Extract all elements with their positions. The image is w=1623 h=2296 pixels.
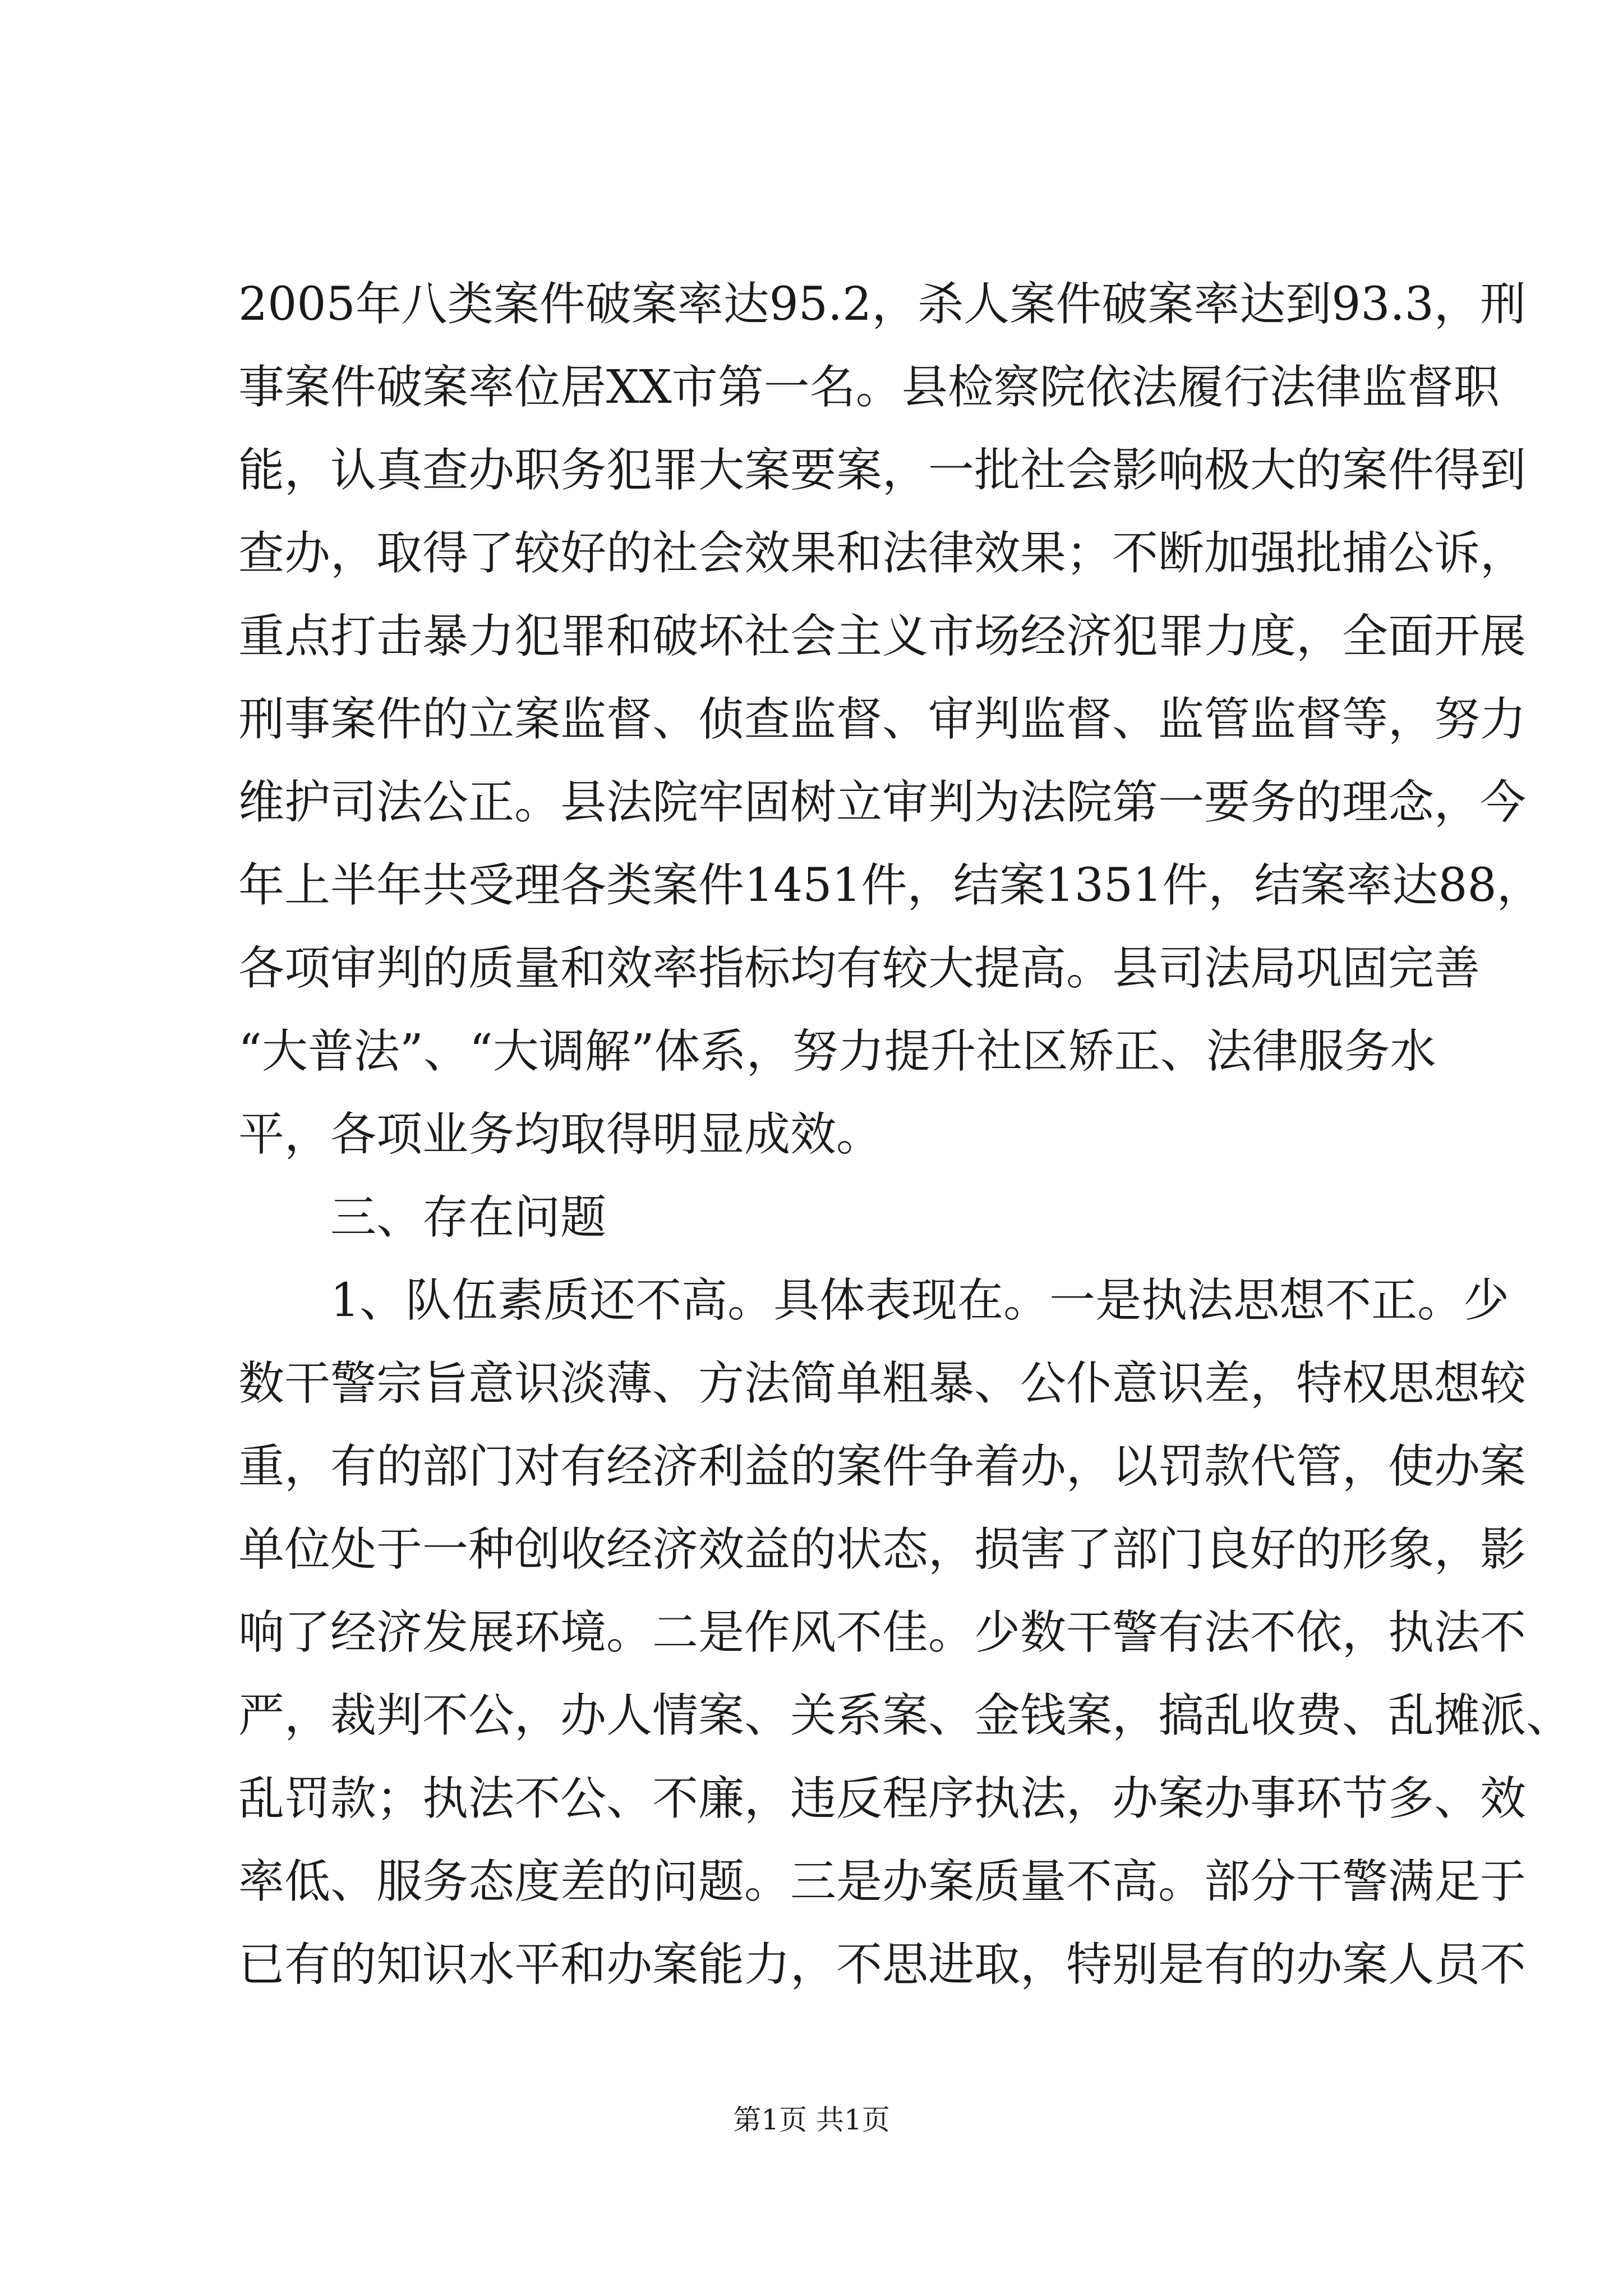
text-line: 已有的知识水平和办案能力，不思进取，特别是有的办案人员不 bbox=[238, 1938, 1527, 1991]
text-line: 能，认真查办职务犯罪大案要案，一批社会影响极大的案件得到 bbox=[238, 444, 1527, 497]
text-line: 响了经济发展环境。二是作风不佳。少数干警有法不依，执法不 bbox=[238, 1606, 1527, 1659]
text-line: 年上半年共受理各类案件1451件，结案1351件，结案率达88， bbox=[238, 859, 1543, 912]
text-line: 单位处于一种创收经济效益的状态，损害了部门良好的形象，影 bbox=[238, 1523, 1527, 1576]
text-line: 查办，取得了较好的社会效果和法律效果；不断加强批捕公诉， bbox=[238, 527, 1527, 580]
text-line: 各项审判的质量和效率指标均有较大提高。县司法局巩固完善 bbox=[238, 942, 1481, 995]
section-heading: 三、存在问题 bbox=[330, 1191, 607, 1244]
page-number-footer: 第1页 共1页 bbox=[733, 2104, 890, 2136]
text-line: 1、队伍素质还不高。具体表现在。一是执法思想不正。少 bbox=[330, 1274, 1510, 1327]
text-line: 事案件破案率位居XX市第一名。县检察院依法履行法律监督职 bbox=[238, 361, 1500, 414]
text-line: 重，有的部门对有经济利益的案件争着办，以罚款代管，使办案 bbox=[238, 1440, 1527, 1493]
text-line: 率低、服务态度差的问题。三是办案质量不高。部分干警满足于 bbox=[238, 1855, 1527, 1908]
text-line: 刑事案件的立案监督、侦查监督、审判监督、监管监督等，努力 bbox=[238, 693, 1527, 746]
text-line: “大普法”、“大调解”体系，努力提升社区矫正、法律服务水 bbox=[238, 1025, 1436, 1078]
text-line: 数干警宗旨意识淡薄、方法简单粗暴、公仆意识差，特权思想较 bbox=[238, 1357, 1527, 1410]
text-line: 平，各项业务均取得明显成效。 bbox=[238, 1108, 883, 1161]
text-line: 重点打击暴力犯罪和破坏社会主义市场经济犯罪力度，全面开展 bbox=[238, 610, 1527, 663]
text-line: 2005年八类案件破案率达95.2，杀人案件破案率达到93.3，刑 bbox=[238, 278, 1526, 331]
text-line: 维护司法公正。县法院牢固树立审判为法院第一要务的理念，今 bbox=[238, 776, 1527, 829]
text-line: 严，裁判不公，办人情案、关系案、金钱案，搞乱收费、乱摊派、 bbox=[238, 1689, 1573, 1742]
text-line: 乱罚款；执法不公、不廉，违反程序执法，办案办事环节多、效 bbox=[238, 1772, 1527, 1825]
